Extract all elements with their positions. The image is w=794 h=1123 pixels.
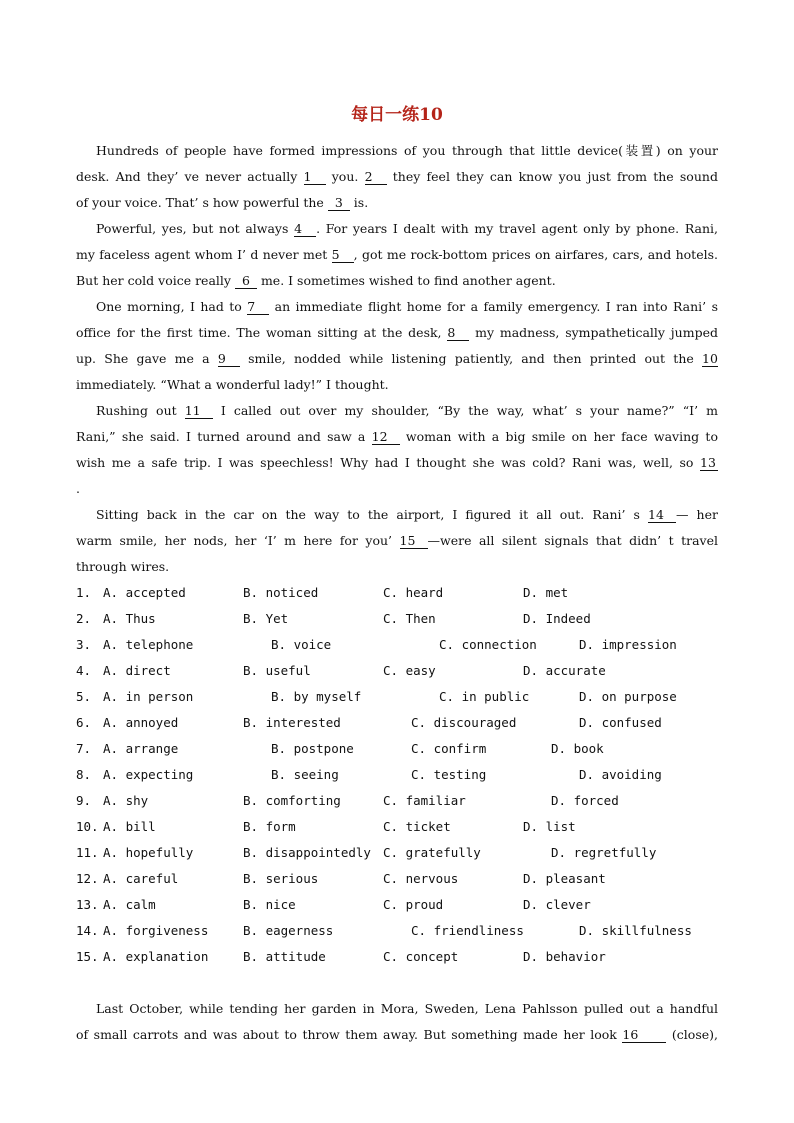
option-a[interactable]: A. telephone <box>103 637 194 652</box>
question-number: 15. <box>76 949 99 964</box>
passage-line <box>76 272 718 290</box>
option-c[interactable]: C. friendliness <box>411 923 524 938</box>
option-c[interactable]: C. connection <box>439 637 537 652</box>
blank-14: 14 <box>648 508 676 523</box>
passage-line: through wires. <box>76 559 170 574</box>
option-a[interactable]: A. direct <box>103 663 171 678</box>
page-title: 每日一练10 <box>351 105 443 125</box>
option-a[interactable]: A. annoyed <box>103 715 179 730</box>
option-d[interactable]: D. book <box>551 741 604 756</box>
option-a[interactable]: A. arrange <box>103 741 179 756</box>
option-b[interactable]: B. attitude <box>243 949 326 964</box>
text-fragment: wish me a safe trip. I was speechless! Why had I thought she was cold? Rani was, well, so <box>76 455 694 470</box>
option-d[interactable]: D. accurate <box>523 663 606 678</box>
blank-11: 11 <box>185 404 213 419</box>
option-b[interactable]: B. nice <box>243 897 296 912</box>
option-a[interactable]: A. in person <box>103 689 194 704</box>
option-a[interactable]: A. explanation <box>103 949 209 964</box>
passage-line <box>76 428 718 446</box>
option-a[interactable]: A. expecting <box>103 767 194 782</box>
blank-13: 13 <box>700 456 718 471</box>
option-c[interactable]: C. familiar <box>383 793 466 808</box>
text-fragment: my faceless agent whom I’ d never met <box>76 247 328 262</box>
text-fragment: you. <box>331 169 359 184</box>
text-fragment: Sitting back in the car on the way to the airport, I figured it all out. Rani’ s <box>96 507 640 522</box>
option-b[interactable]: B. seeing <box>271 767 339 782</box>
option-d[interactable]: D. on purpose <box>579 689 677 704</box>
question-number: 9. <box>76 793 92 808</box>
option-c[interactable]: C. easy <box>383 663 436 678</box>
passage-line <box>76 532 718 550</box>
option-b[interactable]: B. useful <box>243 663 311 678</box>
blank-5: 5 <box>332 248 354 263</box>
blank-6: 6 <box>235 274 257 289</box>
option-c[interactable]: C. confirm <box>411 741 487 756</box>
option-a[interactable]: A. careful <box>103 871 179 886</box>
passage-line <box>76 194 718 212</box>
blank-9: 9 <box>218 352 240 367</box>
option-b[interactable]: B. voice <box>271 637 332 652</box>
text-fragment: of your voice. That’ s how powerful the <box>76 195 324 210</box>
question-number: 8. <box>76 767 92 782</box>
text-fragment: office for the first time. The woman sitting at the desk, <box>76 325 442 340</box>
option-a[interactable]: A. accepted <box>103 585 186 600</box>
question-number: 7. <box>76 741 92 756</box>
option-a[interactable]: A. calm <box>103 897 156 912</box>
option-d[interactable]: D. list <box>523 819 576 834</box>
blank-12: 12 <box>372 430 400 445</box>
option-b[interactable]: B. disappointedly <box>243 845 371 860</box>
passage-line: . <box>76 481 80 496</box>
passage-line <box>96 298 718 316</box>
option-d[interactable]: D. skillfulness <box>579 923 692 938</box>
blank-8: 8 <box>447 326 469 341</box>
option-c[interactable]: C. ticket <box>383 819 451 834</box>
text-fragment: smile, nodded while listening patiently, and then printed out the <box>248 351 694 366</box>
passage-line: immediately. “What a wonderful lady!” I thought. <box>76 377 389 392</box>
text-fragment: of small carrots and was about to throw them away. But something made her look <box>76 1027 617 1042</box>
option-b[interactable]: B. noticed <box>243 585 319 600</box>
text-fragment: I called out over my shoulder, “By the way, what’ s your name?” “I’ m <box>220 403 718 418</box>
option-c[interactable]: C. heard <box>383 585 444 600</box>
question-number: 1. <box>76 585 92 600</box>
passage-line <box>76 1026 718 1044</box>
option-b[interactable]: B. comforting <box>243 793 341 808</box>
option-a[interactable]: A. Thus <box>103 611 156 626</box>
question-number: 6. <box>76 715 92 730</box>
question-number: 14. <box>76 923 99 938</box>
blank-2: 2 <box>365 170 387 185</box>
option-d[interactable]: D. Indeed <box>523 611 591 626</box>
text-fragment: But her cold voice really <box>76 273 231 288</box>
text-fragment: —were all silent signals that didn’ t travel <box>427 533 718 548</box>
question-number: 2. <box>76 611 92 626</box>
passage-line <box>76 350 718 368</box>
option-b[interactable]: B. Yet <box>243 611 289 626</box>
question-number: 10. <box>76 819 99 834</box>
option-d[interactable]: D. confused <box>579 715 662 730</box>
option-a[interactable]: A. shy <box>103 793 149 808</box>
question-number: 11. <box>76 845 99 860</box>
blank-4: 4 <box>294 222 316 237</box>
question-number: 3. <box>76 637 92 652</box>
text-fragment: . For years I dealt with my travel agent only by phone. Rani, <box>316 221 718 236</box>
blank-16: 16 <box>622 1028 666 1043</box>
option-a[interactable]: A. forgiveness <box>103 923 209 938</box>
option-d[interactable]: D. regretfully <box>551 845 657 860</box>
blank-10: 10 <box>702 351 718 366</box>
option-c[interactable]: C. testing <box>411 767 487 782</box>
option-d[interactable]: D. pleasant <box>523 871 606 886</box>
option-d[interactable]: D. impression <box>579 637 677 652</box>
passage-line <box>96 220 718 238</box>
option-b[interactable]: B. form <box>243 819 296 834</box>
text-fragment: me. I sometimes wished to find another agent. <box>260 273 556 288</box>
blank-15: 15 <box>400 534 428 549</box>
option-c[interactable]: C. discouraged <box>411 715 517 730</box>
option-d[interactable]: D. clever <box>523 897 591 912</box>
option-c[interactable]: C. Then <box>383 611 436 626</box>
passage-line <box>76 454 718 472</box>
option-d[interactable]: D. avoiding <box>579 767 662 782</box>
option-b[interactable]: B. postpone <box>271 741 354 756</box>
text-fragment: up. She gave me a <box>76 351 210 366</box>
option-b[interactable]: B. eagerness <box>243 923 334 938</box>
text-fragment: is. <box>353 195 369 210</box>
passage-line <box>96 506 718 524</box>
text-fragment: desk. And they’ ve never actually <box>76 169 298 184</box>
text-fragment: One morning, I had to <box>96 299 242 314</box>
blank-1: 1 <box>304 170 326 185</box>
text-fragment: warm smile, her nods, her ‘I’ m here for you’ <box>76 533 393 548</box>
option-a[interactable]: A. hopefully <box>103 845 194 860</box>
question-number: 13. <box>76 897 99 912</box>
option-c[interactable]: C. concept <box>383 949 459 964</box>
blank-7: 7 <box>247 300 269 315</box>
text-fragment: they feel they can know you just from the sound <box>392 169 718 184</box>
option-b[interactable]: B. by myself <box>271 689 362 704</box>
passage-line <box>76 246 718 264</box>
option-d[interactable]: D. forced <box>551 793 619 808</box>
text-fragment: Rani,” she said. I turned around and saw a <box>76 429 366 444</box>
option-c[interactable]: C. proud <box>383 897 444 912</box>
option-d[interactable]: D. met <box>523 585 569 600</box>
option-d[interactable]: D. behavior <box>523 949 606 964</box>
option-c[interactable]: C. in public <box>439 689 530 704</box>
option-b[interactable]: B. interested <box>243 715 341 730</box>
text-fragment: Powerful, yes, but not always <box>96 221 289 236</box>
question-number: 12. <box>76 871 99 886</box>
passage-line <box>76 168 718 186</box>
passage-line: Hundreds of people have formed impressions of you through that little device(装置) on your <box>96 143 718 158</box>
option-a[interactable]: A. bill <box>103 819 156 834</box>
text-fragment: an immediate flight home for a family emergency. I ran into Rani’ s <box>274 299 718 314</box>
blank-3: 3 <box>328 196 350 211</box>
question-number: 4. <box>76 663 92 678</box>
text-fragment: woman with a big smile on her face waving to <box>405 429 718 444</box>
option-b[interactable]: B. serious <box>243 871 319 886</box>
text-fragment: — her <box>676 507 718 522</box>
text-fragment: my madness, sympathetically jumped <box>475 325 718 340</box>
passage-line: Last October, while tending her garden in Mora, Sweden, Lena Pahlsson pulled out a handful <box>96 1001 718 1016</box>
text-fragment: Rushing out <box>96 403 177 418</box>
passage-line <box>96 402 718 420</box>
option-c[interactable]: C. gratefully <box>383 845 481 860</box>
text-fragment: , got me rock-bottom prices on airfares, cars, and hotels. <box>353 247 718 262</box>
question-number: 5. <box>76 689 92 704</box>
text-fragment: (close), <box>671 1027 718 1042</box>
passage-line <box>76 324 718 342</box>
option-c[interactable]: C. nervous <box>383 871 459 886</box>
